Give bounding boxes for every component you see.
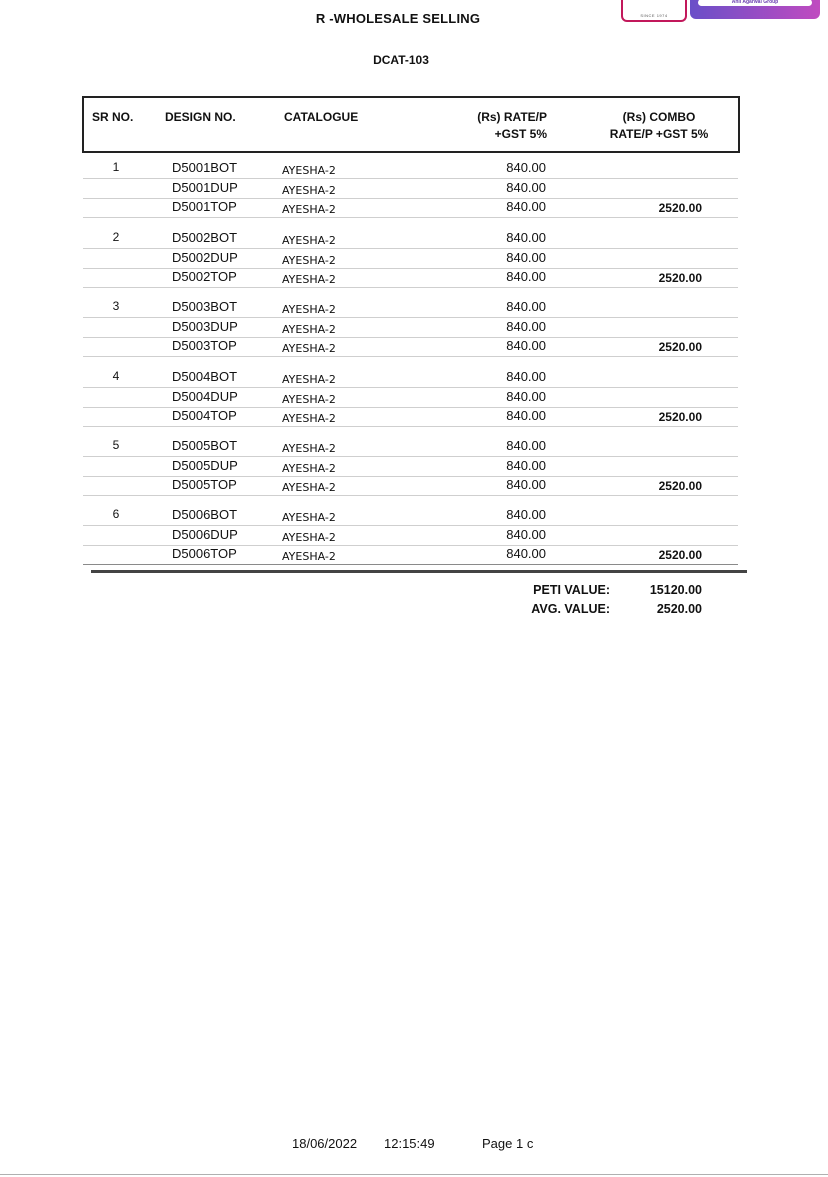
table-row [83,407,738,427]
table-row [83,198,738,218]
rate-value: 840.00 [506,546,546,562]
rate-value: 840.00 [506,338,546,354]
catalogue-name: AYESHA-2 [282,373,336,386]
design-number: D5005DUP [172,457,238,473]
catalogue-name: AYESHA-2 [282,273,336,287]
catalogue-name: AYESHA-2 [282,530,336,544]
table-row [83,476,738,496]
footer-page: Page 1 c [482,1136,534,1151]
col-combo [594,109,724,143]
rate-value: 840.00 [506,230,546,245]
design-number: D5006TOP [172,546,237,562]
catalogue-name: AYESHA-2 [282,303,336,316]
catalogue-name: AYESHA-2 [282,164,336,177]
combo-rate-value: 2520.00 [658,548,702,563]
summary-separator [91,570,747,573]
table-header [82,96,740,153]
page-bottom-rule [0,1174,828,1175]
document-code: DCAT-103 [373,53,429,67]
table-row [83,545,738,565]
logo-group-text: Anil Agarwal Group [731,0,779,5]
catalogue-name: AYESHA-2 [282,412,336,426]
col-combo-line2: RATE/P +GST 5% [609,127,709,141]
table-row [83,526,738,546]
design-number: D5003TOP [172,338,237,354]
catalogue-name: AYESHA-2 [282,183,336,197]
avg-value-label: AVG. VALUE: [531,602,610,616]
catalogue-name: AYESHA-2 [282,253,336,267]
footer-time: 12:15:49 [384,1136,435,1151]
peti-value: 15120.00 [649,583,702,597]
rate-value: 840.00 [506,457,546,473]
table-row [83,298,738,318]
table-row [83,368,738,388]
table-row [83,249,738,269]
combo-rate-value: 2520.00 [658,340,702,355]
design-number: D5001TOP [172,199,237,215]
design-number: D5004BOT [172,369,238,384]
design-number: D5004TOP [172,408,237,424]
catalogue-name: AYESHA-2 [282,442,336,455]
table-row [83,268,738,288]
rate-value: 840.00 [506,249,546,265]
sr-number: 6 [112,507,120,521]
table-row [83,229,738,249]
combo-rate-value: 2520.00 [658,410,702,425]
col-rate [454,109,547,143]
row-divider [83,495,738,496]
rate-value: 840.00 [506,388,546,404]
footer-date: 18/06/2022 [292,1136,358,1151]
catalogue-name: AYESHA-2 [282,481,336,495]
table-row [83,388,738,408]
rate-value: 840.00 [506,477,546,493]
logo-since-text: SINCE 1974 [640,13,668,18]
sr-number: 2 [112,230,120,244]
design-number: D5002DUP [172,249,238,265]
rate-value: 840.00 [506,318,546,334]
rate-value: 840.00 [506,438,546,453]
sr-number: 4 [112,369,120,383]
col-rate-line1: (Rs) RATE/P [477,110,547,124]
document-title: R -WHOLESALE SELLING [315,11,481,26]
rate-value: 840.00 [506,369,546,384]
avg-value: 2520.00 [656,602,702,616]
design-number: D5006DUP [172,526,238,542]
rate-value: 840.00 [506,269,546,285]
design-number: D5002TOP [172,269,237,285]
col-design: DESIGN NO. [165,110,236,124]
rate-value: 840.00 [506,179,546,195]
table-row [83,318,738,338]
sr-number: 5 [112,438,120,452]
table-row [83,437,738,457]
table-row [83,457,738,477]
rate-value: 840.00 [506,199,546,215]
design-number: D5001DUP [172,179,238,195]
design-number: D5006BOT [172,507,238,522]
design-number: D5002BOT [172,230,238,245]
catalogue-name: AYESHA-2 [282,461,336,475]
design-number: D5005TOP [172,477,237,493]
peti-value-label: PETI VALUE: [533,583,610,597]
design-number: D5003DUP [172,318,238,334]
rate-value: 840.00 [506,507,546,522]
table-row [83,337,738,357]
catalogue-name: AYESHA-2 [282,511,336,524]
catalogue-name: AYESHA-2 [282,322,336,336]
combo-rate-value: 2520.00 [658,271,702,286]
col-combo-line1: (Rs) COMBO [622,110,696,124]
design-number: D5005BOT [172,438,238,453]
catalogue-name: AYESHA-2 [282,234,336,247]
row-divider [83,356,738,357]
catalogue-name: AYESHA-2 [282,342,336,356]
sr-number: 3 [112,299,120,313]
rate-value: 840.00 [506,408,546,424]
table-row [83,159,738,179]
sr-number: 1 [112,160,120,174]
col-catalogue: CATALOGUE [284,110,359,124]
catalogue-name: AYESHA-2 [282,392,336,406]
table-row [83,179,738,199]
row-divider [83,287,738,288]
row-divider [83,217,738,218]
row-divider [83,426,738,427]
rate-value: 840.00 [506,160,546,175]
catalogue-name: AYESHA-2 [282,203,336,217]
design-number: D5001BOT [172,160,238,175]
col-rate-line2: +GST 5% [494,127,547,141]
combo-rate-value: 2520.00 [658,201,702,216]
design-number: D5003BOT [172,299,238,314]
combo-rate-value: 2520.00 [658,479,702,494]
col-sr: SR NO. [92,110,134,124]
design-number: D5004DUP [172,388,238,404]
rate-value: 840.00 [506,299,546,314]
catalogue-name: AYESHA-2 [282,550,336,564]
table-row [83,506,738,526]
row-divider [83,564,738,565]
rate-value: 840.00 [506,526,546,542]
